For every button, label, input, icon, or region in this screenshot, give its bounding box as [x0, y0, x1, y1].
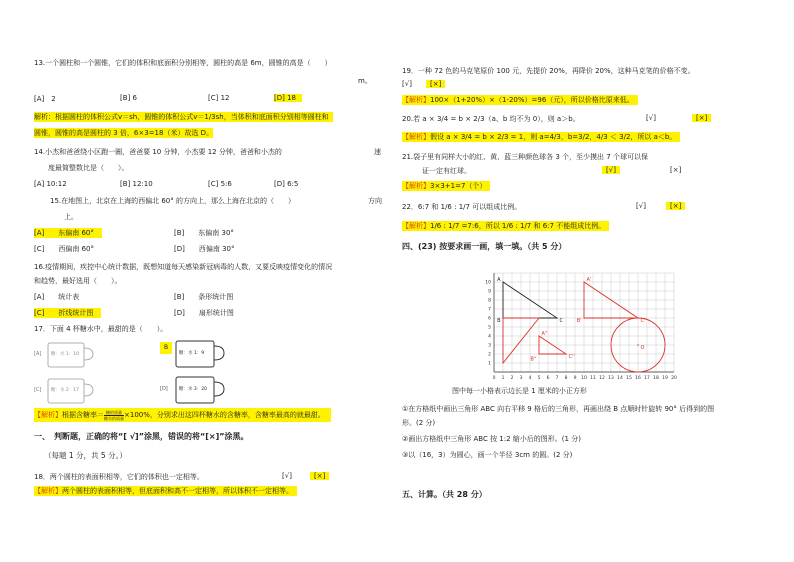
- y-tick-label: 6: [488, 316, 491, 322]
- q16-line2: 和趋势，最好选用（ ）。: [34, 277, 122, 285]
- q13-option-b[interactable]: [B] 6: [120, 94, 137, 102]
- q16-option-a[interactable]: [A] 统计表: [34, 293, 80, 301]
- q18-stem: 18．两个圆柱的表面积相等，它们的体积也一定相等。: [34, 473, 204, 481]
- x-tick-label: 8: [564, 376, 568, 381]
- q19-tick-option[interactable]: [√]: [402, 80, 412, 88]
- q20-analysis: [402, 132, 680, 142]
- q21-analysis-text: 3×3+1=7（个）: [430, 182, 487, 190]
- point-label: A: [497, 277, 501, 283]
- q19-analysis-text: 100×（1+20%）×（1-20%）=96（元），所以价格比原来低。: [430, 96, 634, 104]
- q14-stem: 14.小杰和爸爸绕小区跑一圈，爸爸要 10 分钟，小杰要 12 分钟，爸爸和小杰的: [34, 148, 282, 156]
- q13-analysis-line2: 圆锥，圆锥的高是圆柱的 3 倍，6×3=18（米）故选 D。: [34, 129, 214, 137]
- point-label: A': [586, 277, 592, 283]
- q21-analysis-tag: 【解析】: [402, 182, 430, 190]
- q17-mug-b[interactable]: [160, 338, 234, 370]
- circle-center-dot: [637, 344, 639, 346]
- q21-line2: 证一定有红球。: [422, 167, 471, 175]
- q18-tick-option[interactable]: [√]: [282, 472, 292, 480]
- x-tick-label: 4: [528, 376, 532, 381]
- point-label: O: [640, 345, 645, 351]
- q13-option-a[interactable]: [A] 2: [34, 95, 56, 103]
- task-3: ③以（16，3）为圆心，画一个半径 3cm 的圆。(2 分): [402, 451, 573, 459]
- y-tick-label: 10: [485, 280, 491, 286]
- x-tick-label: 18: [653, 376, 659, 381]
- q21-stem: 21.袋子里有同样大小的红、黄、蓝三种颜色球各 3 个，至少摸出 7 个球可以保: [402, 153, 648, 161]
- x-tick-label: 13: [608, 376, 614, 381]
- mug-b-label: 糖：水 1：9: [179, 351, 205, 356]
- q22-analysis-tag: 【解析】: [402, 222, 430, 230]
- x-tick-label: 3: [519, 376, 523, 381]
- grid-point-labels: [497, 277, 645, 363]
- q22-tick-option[interactable]: [√]: [636, 202, 646, 210]
- x-tick-label: 7: [555, 376, 559, 381]
- q14-option-c[interactable]: [C] 5:6: [208, 180, 232, 188]
- q19-stem: 19．一种 72 色的马克笔原价 100 元，先提价 20%，再降价 20%，这种马克笔的价格不变。: [402, 67, 695, 75]
- q18-analysis: [34, 486, 297, 496]
- q17-mug-d[interactable]: [160, 374, 234, 406]
- q17-stem: 17．下面 4 杯糖水中，最甜的是（ ）。: [34, 325, 168, 333]
- y-tick-label: 4: [488, 334, 491, 340]
- q17-fraction-den: 糖水的质量: [104, 415, 124, 421]
- q14-option-a[interactable]: [A] 10:12: [34, 180, 67, 188]
- x-tick-label: 20: [671, 376, 677, 381]
- q13-stem: 13.一个圆柱和一个圆锥，它们的体积和底面积分别相等，圆柱的高是 6m，圆锥的高是（ ）: [34, 59, 332, 67]
- q22-analysis-text: 1/6 : 1/7 =7:6，所以 1/6 : 1/7 和 6:7 不能组成比例。: [430, 222, 606, 230]
- y-tick-label: 1: [488, 361, 491, 367]
- y-tick-label: 9: [488, 289, 491, 295]
- mug-b-tag: B: [160, 342, 172, 354]
- coordinate-grid[interactable]: [482, 260, 682, 384]
- task-1: ①在方格纸中画出三角形 ABC 向右平移 9 格后的三角形，再画出绕 B 点顺时针旋转 90° 后得到的图: [402, 405, 715, 413]
- mug-a-tag: [A]: [34, 351, 42, 357]
- q17-mug-a[interactable]: [34, 340, 104, 370]
- q14-stem-tail: 速: [374, 148, 381, 156]
- q15-option-b[interactable]: [B] 东偏南 30°: [174, 229, 234, 237]
- q17-fraction-num: 糖的质量: [106, 409, 122, 415]
- x-tick-label: 11: [590, 376, 596, 381]
- q13-option-c[interactable]: [C] 12: [208, 94, 230, 102]
- q15-line2: 上。: [64, 213, 78, 221]
- q19-cross-option[interactable]: [×]: [426, 80, 445, 88]
- q13-analysis-line1: 解析：根据圆柱的体积公式v＝sh，圆锥的体积公式v＝1/3sh，当体积和底面积分别相等圆柱和: [34, 112, 333, 122]
- x-tick-label: 10: [581, 376, 587, 381]
- x-tick-label: 0: [492, 376, 496, 381]
- q15-stem-tail: 方向: [368, 197, 382, 205]
- q19-analysis-tag: 【解析】: [402, 96, 430, 104]
- q21-cross-option[interactable]: [×]: [670, 166, 682, 174]
- x-tick-label: 1: [501, 376, 505, 381]
- grid-tick-labels: [485, 280, 677, 382]
- q20-cross-option[interactable]: [×]: [692, 114, 711, 122]
- grid-caption: 图中每一小格表示边长是 1 厘米的小正方形: [452, 387, 587, 395]
- q17-analysis: [34, 408, 331, 422]
- q21-tick-option[interactable]: [√]: [602, 166, 620, 174]
- x-tick-label: 19: [662, 376, 668, 381]
- q15-stem: 15.在地图上，北京在上海的西偏北 60° 的方向上，那么上海在北京的（ ）: [50, 197, 295, 205]
- y-tick-label: 2: [488, 352, 491, 358]
- q16-line1: 16.疫情期间，疾控中心统计数据，既想知道每天感染新冠病毒的人数，又要反映疫情变化的情况: [34, 263, 333, 271]
- point-label: B'': [530, 356, 537, 363]
- q18-cross-option[interactable]: [×]: [310, 472, 329, 480]
- q21-analysis: [402, 181, 490, 191]
- point-label: A'': [541, 331, 548, 337]
- q15-option-c[interactable]: [C] 西偏南 60°: [34, 245, 94, 253]
- q16-option-b[interactable]: [B] 条形统计图: [174, 293, 234, 301]
- q20-analysis-tag: 【解析】: [402, 133, 430, 141]
- x-tick-label: 2: [510, 376, 514, 381]
- x-tick-label: 12: [599, 376, 605, 381]
- q22-stem: 22．6:7 和 1/6 : 1/7 可以组成比例。: [402, 203, 522, 211]
- point-label: B': [576, 318, 582, 324]
- q17-fraction: [104, 410, 124, 421]
- section-judgement-title: 一、 判断题，正确的将“[ √]”涂黑，错误的将“[×]”涂黑。: [34, 432, 249, 441]
- q22-cross-option[interactable]: [×]: [666, 202, 685, 210]
- section-draw-title: 四、(23) 按要求画一画，填一填。（共 5 分）: [402, 242, 567, 251]
- q18-analysis-tag: 【解析】: [34, 487, 62, 495]
- q19-analysis: [402, 95, 638, 105]
- mug-d-tag: [D]: [160, 386, 168, 392]
- q14-option-b[interactable]: [B] 12:10: [120, 180, 153, 188]
- point-label: B: [497, 318, 501, 324]
- q17-analysis-tag: 【解析】: [34, 411, 62, 419]
- point-label: C': [640, 318, 646, 324]
- mug-a-label: 糖：水 1：10: [51, 352, 80, 357]
- q15-option-d[interactable]: [D] 西偏南 30°: [174, 245, 235, 253]
- q20-tick-option[interactable]: [√]: [646, 114, 656, 122]
- q18-analysis-text: 两个圆柱的表面积相等，但底面积和高不一定相等，所以体积不一定相等。: [62, 487, 293, 495]
- q16-option-c[interactable]: [C] 折线统计图: [34, 308, 101, 318]
- point-label: C'': [568, 354, 575, 360]
- x-tick-label: 17: [644, 376, 650, 381]
- q13-option-d[interactable]: [D] 18: [274, 94, 302, 102]
- task-2: ②画出方格纸中三角形 ABC 按 1:2 缩小后的图形。(1 分): [402, 435, 581, 443]
- x-tick-label: 15: [626, 376, 632, 381]
- q17-analysis-post: ×100%，分别求出这四杯糖水的含糖率，含糖率最高的就最甜。: [124, 411, 325, 419]
- point-label: C: [559, 318, 563, 324]
- task-1-cont: 形。(2 分): [402, 419, 436, 427]
- q17-mug-c[interactable]: [34, 376, 104, 406]
- y-tick-label: 7: [488, 307, 491, 313]
- q17-analysis-pre: 根据含糖率＝: [62, 411, 104, 419]
- q14-option-d[interactable]: [D] 6:5: [274, 180, 299, 188]
- q15-option-a[interactable]: [A] 东偏南 60°: [34, 228, 102, 238]
- x-tick-label: 14: [617, 376, 623, 381]
- mug-c-tag: [C]: [34, 387, 42, 393]
- y-tick-label: 8: [488, 298, 491, 304]
- q20-analysis-text: 假设 a × 3/4 = b × 2/3 = 1，则 a=4/3，b=3/2，4/3 ＜ 3/2，所以 a＜b。: [430, 133, 677, 141]
- y-tick-label: 3: [488, 343, 491, 349]
- y-tick-label: 5: [488, 325, 491, 331]
- mug-c-label: 糖：水 2：17: [51, 388, 80, 393]
- q20-stem: 20.若 a × 3/4 = b × 2/3（a、b 均不为 0），则 a＞b。: [402, 115, 580, 123]
- x-tick-label: 5: [537, 376, 541, 381]
- x-tick-label: 9: [573, 376, 577, 381]
- section-calc-title: 五、计算。（共 28 分）: [402, 490, 487, 499]
- section-judgement-sub: （每题 1 分，共 5 分。）: [44, 451, 127, 460]
- q22-analysis: [402, 221, 609, 231]
- x-tick-label: 6: [546, 376, 550, 381]
- q13-unit: m。: [358, 77, 372, 85]
- q14-line2: 度最简整数比是（ ）。: [48, 164, 129, 172]
- q16-option-d[interactable]: [D] 扇形统计图: [174, 309, 234, 317]
- mug-d-label: 糖：水 3：20: [179, 387, 208, 392]
- x-tick-label: 16: [635, 376, 641, 381]
